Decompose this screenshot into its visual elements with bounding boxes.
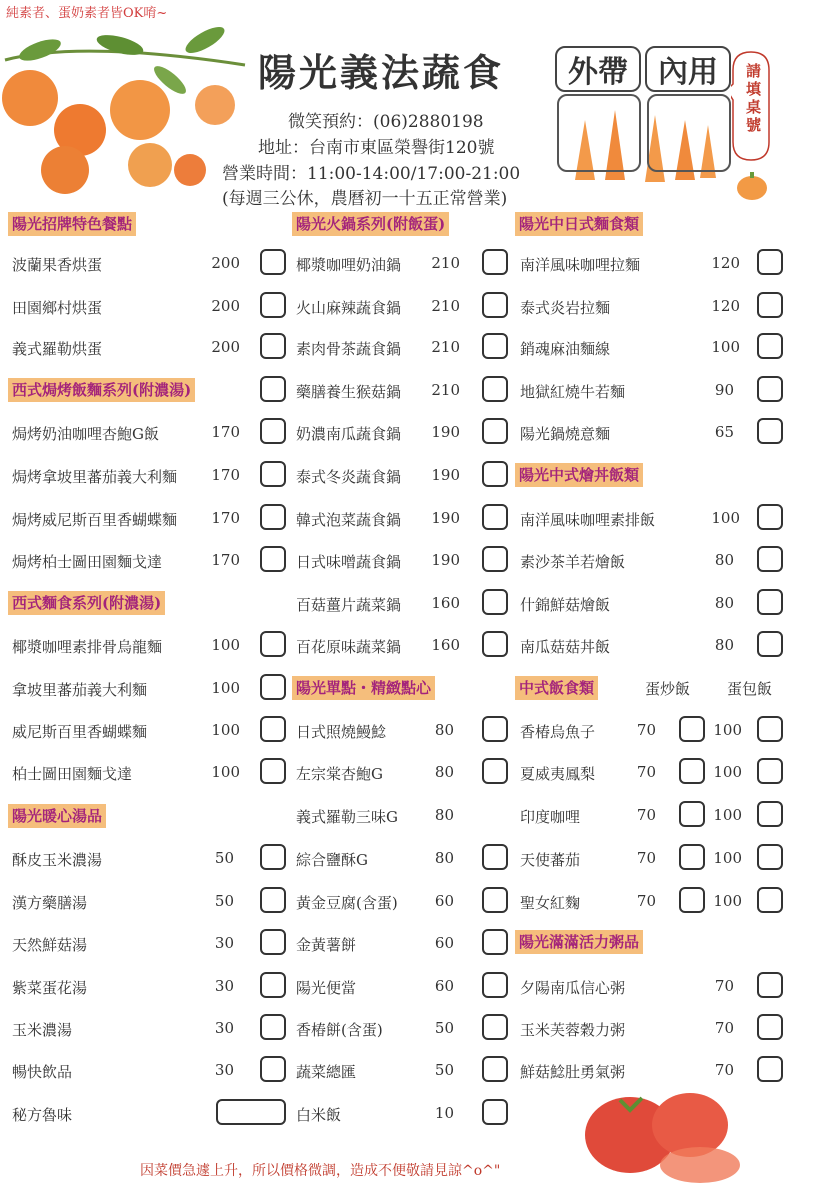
order-checkbox[interactable] (482, 292, 508, 318)
menu-item: 焗烤拿坡里蕃茄義大利麵 (12, 468, 178, 486)
closed-note: (每週三公休，農曆初一十五正常營業) (222, 189, 508, 209)
menu-item: 鮮菇鯰肚勇氣粥 (520, 1063, 626, 1081)
menu-price: 100 (211, 721, 240, 739)
menu-item: 左宗棠杏鮑G (296, 765, 383, 783)
menu-price: 50 (434, 1019, 454, 1037)
menu-item: 陽光鍋燒意麵 (520, 425, 611, 443)
fried-rice-checkbox[interactable] (679, 844, 705, 870)
menu-price: 210 (431, 338, 460, 356)
phone-line: 微笑預約：(06)2880198 (288, 112, 484, 132)
omelette-rice-checkbox[interactable] (757, 887, 783, 913)
fried-rice-checkbox[interactable] (679, 716, 705, 742)
menu-item: 蔬菜總匯 (296, 1063, 357, 1081)
menu-price: 70 (636, 763, 656, 781)
restaurant-title: 陽光義法蔬食 (258, 50, 505, 95)
menu-item: 火山麻辣蔬食鍋 (296, 299, 402, 317)
menu-price: 70 (636, 892, 656, 910)
menu-item: 焗烤柏士圖田園麵戈達 (12, 553, 163, 571)
omelette-rice-column-header: 蛋包飯 (727, 680, 773, 698)
menu-item: 焗烤威尼斯百里香蝴蝶麵 (12, 511, 178, 529)
menu-price: 100 (711, 509, 740, 527)
omelette-rice-checkbox[interactable] (757, 758, 783, 784)
menu-price: 190 (431, 466, 460, 484)
section-soups: 陽光暖心湯品 (8, 804, 106, 828)
menu-price: 80 (434, 721, 454, 739)
menu-item: 紫菜蛋花湯 (12, 979, 88, 997)
menu-item: 素沙茶羊若燴飯 (520, 553, 626, 571)
menu-item: 酥皮玉米濃湯 (12, 851, 103, 869)
menu-item: 玉米芙蓉穀力粥 (520, 1021, 626, 1039)
order-checkbox[interactable] (482, 461, 508, 487)
menu-item: 柏士圖田園麵戈達 (12, 765, 133, 783)
menu-price: 170 (211, 423, 240, 441)
menu-item: 椰漿咖哩素排骨烏龍麵 (12, 638, 163, 656)
order-checkbox[interactable] (482, 758, 508, 784)
menu-price: 100 (713, 892, 742, 910)
menu-price: 170 (211, 466, 240, 484)
order-checkbox[interactable] (482, 249, 508, 275)
menu-price: 70 (714, 977, 734, 995)
order-checkbox[interactable] (260, 249, 286, 275)
order-checkbox[interactable] (260, 929, 286, 955)
menu-price: 80 (714, 594, 734, 612)
menu-item: 韓式泡菜蔬食鍋 (296, 511, 402, 529)
menu-item: 陽光便當 (296, 979, 357, 997)
order-checkbox[interactable] (260, 546, 286, 572)
menu-price: 210 (431, 297, 460, 315)
menu-price: 100 (211, 679, 240, 697)
order-checkbox[interactable] (757, 418, 783, 444)
menu-item: 泰式炎岩拉麵 (520, 299, 611, 317)
menu-item: 泰式冬炎蔬食鍋 (296, 468, 402, 486)
order-checkbox[interactable] (757, 376, 783, 402)
menu-price: 70 (714, 1019, 734, 1037)
menu-price: 30 (214, 934, 234, 952)
menu-item: 藥膳養生猴菇鍋 (296, 383, 402, 401)
section-signature: 陽光招牌特色餐點 (8, 212, 136, 236)
order-checkbox[interactable] (757, 1014, 783, 1040)
menu-item: 夕陽南瓜信心粥 (520, 979, 626, 997)
order-checkbox[interactable] (482, 418, 508, 444)
table-number-note: 請填桌號 (746, 62, 762, 134)
order-checkbox[interactable] (757, 589, 783, 615)
menu-item: 漢方藥膳湯 (12, 894, 88, 912)
menu-price: 80 (434, 763, 454, 781)
menu-price: 50 (434, 1061, 454, 1079)
menu-price: 65 (714, 423, 734, 441)
menu-price: 200 (211, 297, 240, 315)
menu-item: 義式羅勒三味G (296, 808, 398, 826)
menu-item: 日式照燒鰻鯰 (296, 723, 387, 741)
menu-price: 80 (714, 551, 734, 569)
section-porridge: 陽光滿滿活力粥品 (515, 930, 643, 954)
menu-price: 70 (636, 721, 656, 739)
order-checkbox[interactable] (260, 376, 286, 402)
menu-item: 綜合鹽酥G (296, 851, 368, 869)
fried-rice-checkbox[interactable] (679, 887, 705, 913)
menu-price: 190 (431, 423, 460, 441)
order-checkbox[interactable] (482, 504, 508, 530)
table-number-box[interactable] (647, 94, 731, 172)
section-hotpot: 陽光火鍋系列(附飯蛋) (292, 212, 449, 236)
menu-price: 30 (214, 1061, 234, 1079)
menu-price: 60 (434, 934, 454, 952)
menu-price: 100 (211, 763, 240, 781)
menu-item: 什錦鮮菇燴飯 (520, 596, 611, 614)
tomato-illustration (570, 1080, 750, 1190)
braised-quantity-box[interactable] (216, 1099, 286, 1125)
menu-item: 波蘭果香烘蛋 (12, 256, 103, 274)
order-checkbox[interactable] (757, 546, 783, 572)
menu-item: 百菇薑片蔬菜鍋 (296, 596, 402, 614)
order-checkbox[interactable] (260, 758, 286, 784)
menu-price: 100 (711, 338, 740, 356)
menu-item: 秘方魯味 (12, 1106, 73, 1124)
order-checkbox[interactable] (482, 333, 508, 359)
menu-price: 50 (214, 849, 234, 867)
order-checkbox[interactable] (260, 333, 286, 359)
order-checkbox[interactable] (482, 716, 508, 742)
takeout-option[interactable]: 外帶 (555, 46, 641, 92)
order-checkbox[interactable] (757, 504, 783, 530)
menu-item: 義式羅勒烘蛋 (12, 340, 103, 358)
menu-price: 70 (636, 849, 656, 867)
order-checkbox[interactable] (757, 333, 783, 359)
menu-price: 200 (211, 338, 240, 356)
order-checkbox[interactable] (482, 546, 508, 572)
menu-price: 120 (711, 254, 740, 272)
order-checkbox[interactable] (757, 631, 783, 657)
order-checkbox[interactable] (260, 292, 286, 318)
menu-price: 70 (636, 806, 656, 824)
address-line: 地址：台南市東區榮譽街120號 (258, 138, 495, 158)
menu-price: 90 (714, 381, 734, 399)
order-checkbox[interactable] (757, 249, 783, 275)
order-checkbox[interactable] (260, 674, 286, 700)
menu-item: 威尼斯百里香蝴蝶麵 (12, 723, 148, 741)
menu-price: 60 (434, 892, 454, 910)
menu-item: 素肉骨茶蔬食鍋 (296, 340, 402, 358)
menu-price: 30 (214, 977, 234, 995)
menu-item: 百花原味蔬菜鍋 (296, 638, 402, 656)
order-checkbox[interactable] (482, 1056, 508, 1082)
menu-price: 170 (211, 509, 240, 527)
menu-price: 60 (434, 977, 454, 995)
fried-rice-column-header: 蛋炒飯 (645, 680, 691, 698)
menu-price: 170 (211, 551, 240, 569)
menu-item: 暢快飲品 (12, 1063, 73, 1081)
dine-in-option[interactable]: 內用 (645, 46, 731, 92)
menu-item: 地獄紅燒牛若麵 (520, 383, 626, 401)
section-baked: 西式焗烤飯麵系列(附濃湯) (8, 378, 195, 402)
menu-item: 南洋風味咖哩素排飯 (520, 511, 656, 529)
orange-tree-illustration (0, 20, 250, 200)
section-rice-dishes: 中式飯食類 (515, 676, 598, 700)
menu-item: 南瓜菇菇丼飯 (520, 638, 611, 656)
order-checkbox[interactable] (260, 844, 286, 870)
order-checkbox[interactable] (482, 1014, 508, 1040)
menu-price: 100 (713, 806, 742, 824)
menu-item: 玉米濃湯 (12, 1021, 73, 1039)
omelette-rice-checkbox[interactable] (757, 716, 783, 742)
fried-rice-checkbox[interactable] (679, 758, 705, 784)
menu-price: 190 (431, 509, 460, 527)
menu-item: 香椿餅(含蛋) (296, 1021, 383, 1039)
order-checkbox[interactable] (260, 1014, 286, 1040)
menu-price: 120 (711, 297, 740, 315)
menu-price: 80 (434, 806, 454, 824)
vegetarian-note: 純素者、蛋奶素者皆OK唷~ (6, 6, 168, 21)
order-checkbox[interactable] (260, 631, 286, 657)
order-checkbox[interactable] (757, 292, 783, 318)
menu-price: 70 (714, 1061, 734, 1079)
order-checkbox[interactable] (260, 418, 286, 444)
menu-price: 80 (434, 849, 454, 867)
omelette-rice-checkbox[interactable] (757, 801, 783, 827)
section-snacks: 陽光單點・精緻點心 (292, 676, 435, 700)
menu-item: 印度咖哩 (520, 808, 581, 826)
menu-price: 100 (713, 721, 742, 739)
menu-item: 奶濃南瓜蔬食鍋 (296, 425, 402, 443)
order-checkbox[interactable] (260, 972, 286, 998)
section-pasta: 西式麵食系列(附濃湯) (8, 591, 165, 615)
menu-item: 黃金豆腐(含蛋) (296, 894, 398, 912)
menu-item: 天使蕃茄 (520, 851, 581, 869)
menu-price: 160 (431, 594, 460, 612)
menu-price: 80 (714, 636, 734, 654)
order-checkbox[interactable] (757, 972, 783, 998)
menu-price: 100 (713, 763, 742, 781)
menu-price: 210 (431, 254, 460, 272)
menu-item: 焗烤奶油咖哩杏鮑G飯 (12, 425, 159, 443)
menu-item: 南洋風味咖哩拉麵 (520, 256, 641, 274)
menu-item: 夏威夷鳳梨 (520, 765, 596, 783)
menu-price: 200 (211, 254, 240, 272)
order-checkbox[interactable] (482, 887, 508, 913)
order-checkbox[interactable] (260, 716, 286, 742)
order-checkbox[interactable] (482, 631, 508, 657)
menu-item: 拿坡里蕃茄義大利麵 (12, 681, 148, 699)
order-checkbox[interactable] (482, 929, 508, 955)
menu-item: 天然鮮菇湯 (12, 936, 88, 954)
menu-item: 日式味噌蔬食鍋 (296, 553, 402, 571)
menu-price: 210 (431, 381, 460, 399)
order-checkbox[interactable] (260, 504, 286, 530)
omelette-rice-checkbox[interactable] (757, 844, 783, 870)
menu-price: 100 (713, 849, 742, 867)
hours-line: 營業時間：11:00-14:00/17:00-21:00 (222, 164, 521, 184)
order-checkbox[interactable] (482, 1099, 508, 1125)
menu-item: 銷魂麻油麵線 (520, 340, 611, 358)
menu-price: 160 (431, 636, 460, 654)
order-checkbox[interactable] (260, 1056, 286, 1082)
order-checkbox[interactable] (482, 972, 508, 998)
menu-item: 香椿烏魚子 (520, 723, 596, 741)
menu-item: 椰漿咖哩奶油鍋 (296, 256, 402, 274)
order-checkbox[interactable] (260, 461, 286, 487)
menu-price: 10 (434, 1104, 454, 1122)
order-checkbox[interactable] (482, 589, 508, 615)
order-checkbox[interactable] (260, 887, 286, 913)
fried-rice-checkbox[interactable] (679, 801, 705, 827)
pumpkin-illustration (735, 170, 769, 202)
menu-item: 白米飯 (296, 1106, 342, 1124)
order-checkbox[interactable] (757, 1056, 783, 1082)
menu-price: 100 (211, 636, 240, 654)
menu-price: 50 (214, 892, 234, 910)
menu-price: 30 (214, 1019, 234, 1037)
section-noodles: 陽光中日式麵食類 (515, 212, 643, 236)
menu-item: 田園鄉村烘蛋 (12, 299, 103, 317)
menu-item: 金黃薯餅 (296, 936, 357, 954)
section-rice-bowls: 陽光中式燴丼飯類 (515, 463, 643, 487)
price-adjustment-note: 因菜價急遽上升，所以價格微調，造成不便敬請見諒^o^" (140, 1163, 501, 1179)
menu-price: 190 (431, 551, 460, 569)
order-checkbox[interactable] (482, 376, 508, 402)
menu-item: 聖女紅麴 (520, 894, 581, 912)
order-checkbox[interactable] (482, 844, 508, 870)
takeout-number-box[interactable] (557, 94, 641, 172)
